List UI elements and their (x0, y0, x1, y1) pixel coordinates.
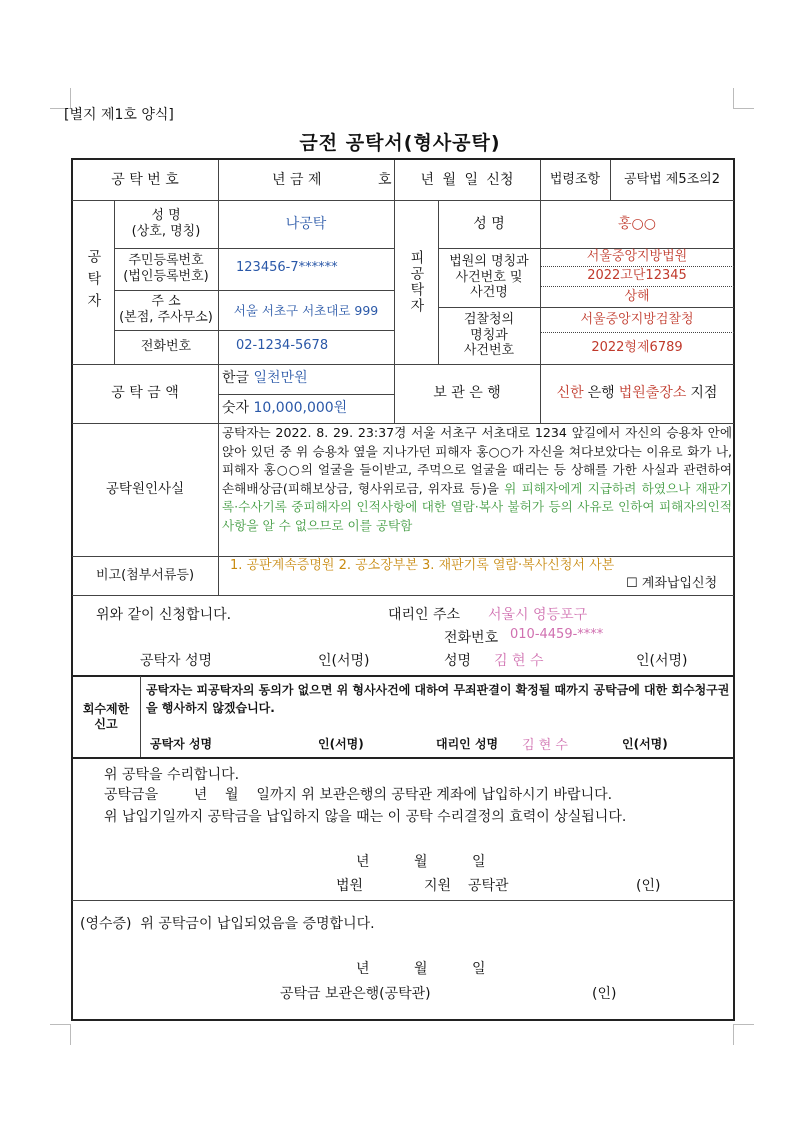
waiver-agent-seal[interactable]: 인(서명) (622, 737, 668, 751)
depositor-name-label-cell (114, 200, 218, 248)
branch-name: 법원출장소 (618, 385, 687, 402)
depositor-seal[interactable]: 인(서명) (318, 653, 370, 669)
ho-label: 호 (378, 172, 392, 188)
agent-name-label: 성명 (444, 653, 472, 669)
attachments-value[interactable]: 1. 공판계속증명원 2. 공소장부본 3. 재판기록 열람·복사신청서 사본 (230, 558, 615, 573)
law-label: 법령조항 (549, 172, 601, 188)
crop-mark-bottom-left (50, 1024, 71, 1045)
year-label: 년 금 제 (272, 172, 322, 188)
acceptance-officer: 공탁관 (468, 878, 509, 894)
court-label-1: 법원의 명칭과 (449, 254, 529, 270)
bank-name: 신한 (556, 385, 584, 402)
waiver-agent-label: 대리인 성명 (436, 737, 499, 751)
apply-statement: 위와 같이 신청합니다. (96, 607, 232, 623)
acceptance-branch: 지원 (424, 878, 452, 894)
cause-label: 공탁원인사실 (105, 481, 185, 498)
apply-date-field[interactable]: 년 월 일 신청 (420, 171, 514, 188)
depositor-name-label: 성 명 (151, 208, 181, 224)
waiver-text: 공탁자는 피공탁자의 동의가 없으면 위 형사사건에 대하여 무죄판결이 확정될 때까지 공탁금에 대한 회수청구권을 행사하지 않겠습니다. (146, 683, 730, 715)
amount-number-value: 10,000,000원 (253, 400, 348, 416)
branch-word: 지점 (690, 385, 718, 402)
prosecution-case-number[interactable]: 2022형제6789 (591, 340, 683, 356)
payee-name-label: 성 명 (473, 215, 505, 232)
agent-phone-label: 전화번호 (444, 630, 499, 646)
pros-label-2: 명칭과 (470, 327, 508, 343)
acceptance-line-3: 위 납입기일까지 공탁금을 납입하지 않을 때는 이 공탁 수리결정의 효력이 상실됩니다. (104, 809, 627, 825)
amount-label: 공 탁 금 액 (111, 385, 179, 402)
court-label-3: 사건명 (470, 285, 508, 301)
depositor-rrn-sub: (법인등록번호) (123, 269, 209, 284)
cause-text-highlight: 위 피해자에게 지급하려 하였으나 재판기록·수사기록 중피해자의 인적사항에 대한 열람·복사 불허가 등의 사유로 인하여 피해자의인적사항을 알 수 없으므로 이를 공탁함 (222, 480, 732, 533)
agent-seal[interactable]: 인(서명) (636, 653, 688, 669)
acceptance-date[interactable]: 년 월 일 (356, 854, 486, 870)
receipt-seal[interactable]: (인) (592, 986, 617, 1002)
waiver-label-2: 신고 (94, 716, 118, 731)
waiver-depositor-seal[interactable]: 인(서명) (318, 737, 364, 751)
pros-label-3: 사건번호 (463, 343, 515, 359)
depositor-phone-label: 전화번호 (140, 339, 192, 355)
pros-label-1: 검찰청의 (463, 312, 515, 328)
court-label-2: 사건번호 및 (455, 269, 523, 285)
depositor-addr-label: 주 소 (151, 294, 181, 310)
crop-mark-bottom-right (733, 1024, 754, 1045)
depositor-name-sub: (상호, 명칭) (131, 224, 201, 239)
crop-mark-top-right (733, 88, 754, 109)
bank-word: 은행 (587, 385, 615, 402)
receipt-date[interactable]: 년 월 일 (356, 961, 486, 977)
amount-korean-label: 한글 (222, 370, 250, 386)
depositor-addr-value[interactable]: 서울 서초구 서초대로 999 (233, 302, 379, 318)
depositor-addr-label-cell (114, 290, 218, 330)
waiver-label-1: 회수제한 (82, 702, 130, 717)
attachments-label: 비고(첨부서류등) (95, 567, 195, 583)
court-name[interactable]: 서울중앙지방법원 (586, 249, 688, 265)
agent-phone-value[interactable]: 010-4459-**** (510, 627, 604, 642)
case-number[interactable]: 2022고단12345 (587, 268, 687, 284)
amount-korean-value: 일천만원 (253, 370, 308, 386)
waiver-depositor-label: 공탁자 성명 (150, 737, 213, 751)
deposit-number-label: 공 탁 번 호 (111, 171, 179, 188)
document-title: 금전 공탁서(형사공탁) (299, 132, 501, 154)
waiver-label-cell (72, 676, 140, 757)
prosecution-name[interactable]: 서울중앙지방검찰청 (580, 311, 694, 327)
acceptance-line-2: 공탁금을 년 월 일까지 위 보관은행의 공탁관 계좌에 납입하시기 바랍니다. (104, 787, 613, 803)
waiver-agent-value[interactable]: 김 현 수 (522, 738, 568, 753)
deposit-number-field[interactable] (218, 160, 394, 200)
bank-field[interactable] (540, 364, 734, 423)
acceptance-court: 법원 (336, 878, 364, 894)
cause-text-main: 공탁자는 2022. 8. 29. 23:37경 서울 서초구 서초대로 1234 앞길에서 자신의 승용차 안에 앉아 있던 중 위 승용차 옆을 지나가던 피해자 홍○○가 자신을 쳐다보았다는 이유로 화가 나, 피해자 홍○○의 얼굴을 들이받고, 주먹으로 얼굴을 때리는 등 상해를 가한 사실과 관련하여 손해배상금(피해보상금, 형사위로금, 위자료 등)을 (222, 425, 732, 496)
depositor-sign-label: 공탁자 성명 (140, 653, 213, 669)
acceptance-line-1: 위 공탁을 수리합니다. (104, 767, 240, 783)
depositor-rrn-value[interactable]: 123456-7****** (236, 260, 338, 275)
payee-name-value[interactable]: 홍○○ (618, 215, 656, 232)
law-value: 공탁법 제5조의2 (623, 172, 721, 188)
depositor-name-value[interactable]: 나공탁 (285, 215, 327, 232)
receipt-text: (영수증) 위 공탁금이 납입되었음을 증명합니다. (80, 916, 375, 932)
depositor-phone-value[interactable]: 02-1234-5678 (236, 338, 329, 353)
acceptance-seal[interactable]: (인) (636, 878, 661, 894)
amount-korean-field[interactable] (218, 364, 394, 394)
payee-section-label: 피공탁자 (408, 250, 425, 314)
receipt-bank: 공탁금 보관은행(공탁관) (280, 986, 431, 1002)
account-deposit-checkbox[interactable]: ☐ 계좌납입신청 (626, 576, 718, 591)
agent-addr-value[interactable]: 서울시 영등포구 (488, 607, 588, 623)
agent-name-value[interactable]: 김 현 수 (494, 653, 544, 669)
depositor-rrn-label-cell (114, 248, 218, 290)
amount-number-label: 숫자 (222, 400, 250, 416)
prosecution-label-cell (438, 307, 540, 364)
depositor-rrn-label: 주민등록번호 (128, 253, 204, 269)
amount-number-field[interactable] (218, 394, 394, 423)
bank-label: 보 관 은 행 (433, 385, 501, 402)
agent-addr-label: 대리인 주소 (388, 607, 461, 623)
depositor-addr-sub: (본점, 주사무소) (119, 310, 213, 325)
court-label-cell (438, 248, 540, 307)
form-note: [별지 제1호 양식] (64, 107, 174, 123)
depositor-section-label: 공탁자 (85, 249, 102, 315)
case-name[interactable]: 상해 (624, 288, 650, 304)
cause-text[interactable] (222, 424, 732, 556)
